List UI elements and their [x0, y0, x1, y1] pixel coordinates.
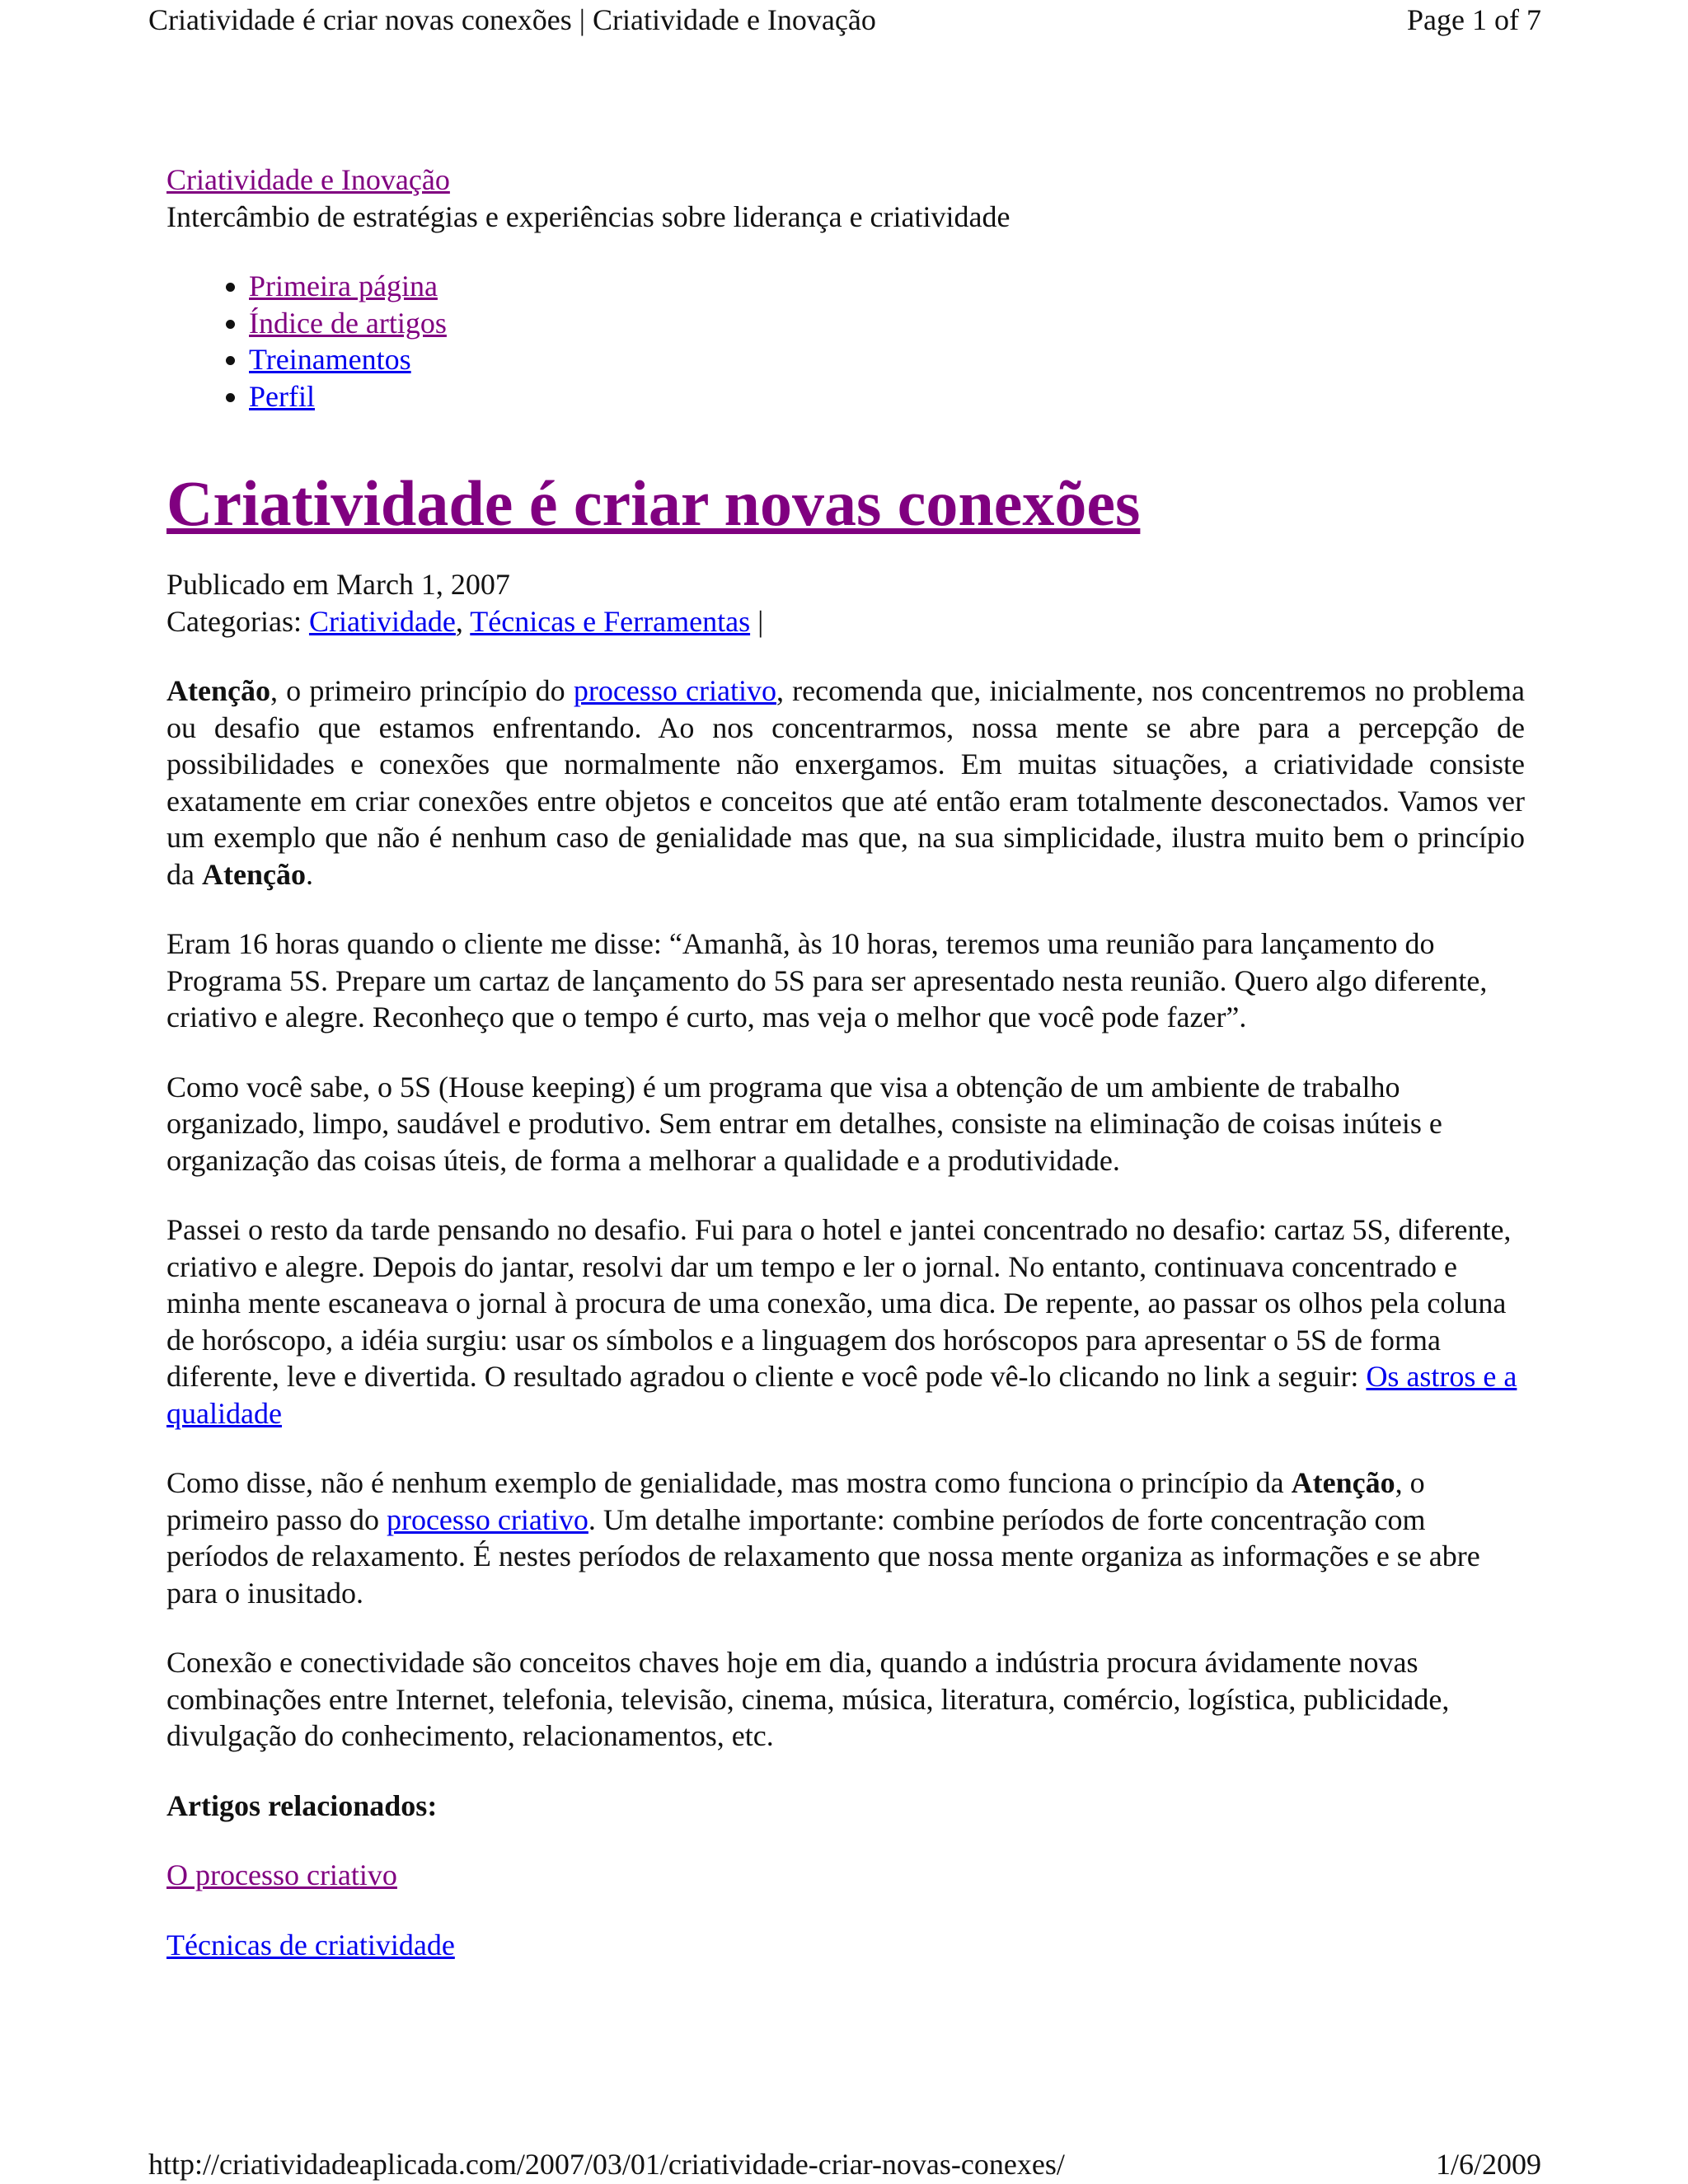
related-link-tecnicas-criatividade[interactable]: Técnicas de criatividade [166, 1928, 455, 1961]
print-footer-url: http://criatividadeaplicada.com/2007/03/01/criatividade-criar-novas-conexes/ [148, 2148, 1065, 2181]
paragraph-4-text: Passei o resto da tarde pensando no desafio. Fui para o hotel e jantei concentrado no desafio: cartaz 5S, diferente, criativo e alegre. Depois do jantar, resolvi dar um tempo e ler o jornal. No entanto, continuava concentrado e minha mente escaneava o jornal à procura de uma conexão, uma dica. De repente, ao passar os olhos pela coluna de horóscopo, a idéia surgiu: usar os símbolos e a linguagem dos horóscopos para apresentar o 5S de forma diferente, leve e divertida. O resultado agradou o cliente e você pode vê-lo clicando no link a seguir: [166, 1213, 1512, 1393]
nav-item-trainings [249, 341, 1525, 378]
print-header-page-number: Page 1 of 7 [1407, 3, 1541, 36]
paragraph-4 [166, 1212, 1525, 1432]
link-processo-criativo[interactable]: processo criativo [573, 674, 776, 707]
category-link-tecnicas[interactable]: Técnicas e Ferramentas [470, 604, 751, 638]
post-meta [166, 566, 1525, 640]
nav-link-profile[interactable]: Perfil [249, 379, 315, 413]
paragraph-5-text-b: , o primeiro passo do [166, 1466, 1425, 1536]
nav-link-trainings[interactable]: Treinamentos [249, 343, 411, 376]
paragraph-6: Conexão e conectividade são conceitos chaves hoje em dia, quando a indústria procura ávidamente novas combinações entre Internet, telefonia, televisão, cinema, música, literatura, comércio, logística, publicidade, divulgação do conhecimento, relacionamentos, etc. [166, 1646, 1450, 1752]
paragraph-5-text-a: Como disse, não é nenhum exemplo de genialidade, mas mostra como funciona o princípio da [166, 1466, 1292, 1499]
related-item-1 [166, 1857, 1525, 1894]
categories-end: | [750, 604, 764, 638]
post-date: Publicado em March 1, 2007 [166, 568, 510, 601]
bold-atencao: Atenção [166, 674, 270, 707]
related-heading [166, 1788, 1525, 1825]
paragraph-5 [166, 1465, 1525, 1611]
categories-separator: , [455, 604, 471, 638]
nav-item-home [249, 268, 1525, 305]
nav-link-article-index[interactable]: Índice de artigos [249, 306, 447, 340]
page-content [166, 162, 1525, 1963]
paragraph-1-text-c: . [305, 857, 313, 891]
paragraph-1-text-a: , o primeiro princípio do [270, 674, 574, 707]
nav-link-home[interactable]: Primeira página [249, 269, 438, 302]
bold-atencao-3: Atenção [1291, 1466, 1395, 1499]
post-title-link[interactable]: Criatividade é criar novas conexões [166, 467, 1141, 539]
paragraph-1-text-b: , recomenda que, inicialmente, nos concentremos no problema ou desafio que estamos enfrentando. Ao nos concentrarmos, nossa mente se abre para a percepção de possibilidades e conexões que normalmente não enxergamos. Em muitas situações, a criatividade consiste exatamente em criar conexões entre objetos e conceitos que até então eram totalmente desconectados. Vamos ver um exemplo que não é nenhum caso de genialidade mas que, na sua simplicidade, ilustra muito bem o princípio da [166, 674, 1525, 891]
bold-atencao-2: Atenção [201, 857, 306, 891]
paragraph-1 [166, 673, 1525, 893]
nav-item-index [249, 305, 1525, 342]
site-tagline: Intercâmbio de estratégias e experiências sobre liderança e criatividade [166, 199, 1010, 233]
related-item-2 [166, 1927, 1525, 1964]
print-footer [148, 2144, 1541, 2184]
main-nav [166, 268, 1525, 415]
link-os-astros-e-a-qualidade[interactable]: Os astros e a qualidade [166, 1360, 1517, 1430]
related-heading-text: Artigos relacionados: [166, 1788, 438, 1822]
nav-item-profile [249, 378, 1525, 415]
paragraph-3: Como você sabe, o 5S (House keeping) é um programa que visa a obtenção de um ambiente de trabalho organizado, limpo, saudável e produtivo. Sem entrar em detalhes, consiste na eliminação de coisas inúteis e organização das coisas úteis, de forma a melhorar a qualidade e a produtividade. [166, 1070, 1442, 1177]
print-footer-date: 1/6/2009 [1435, 2148, 1541, 2181]
print-header-title: Criatividade é criar novas conexões | Criatividade e Inovação [148, 3, 876, 36]
print-header [148, 0, 1541, 40]
paragraph-5-text-c: . Um detalhe importante: combine períodos de forte concentração com períodos de relaxamento. É nestes períodos de relaxamento que nossa mente organiza as informações e se abre para o inusitado. [166, 1502, 1480, 1610]
link-processo-criativo-2[interactable]: processo criativo [386, 1502, 588, 1536]
post-categories [166, 603, 1525, 640]
paragraph-2: Eram 16 horas quando o cliente me disse: “Amanhã, às 10 horas, teremos uma reunião para lançamento do Programa 5S. Prepare um cartaz de lançamento do 5S para ser apresentado nesta reunião. Quero algo diferente, criativo e alegre. Reconheço que o tempo é curto, mas veja o melhor que você pode fazer”. [166, 927, 1488, 1033]
categories-label: Categorias: [166, 604, 309, 638]
category-link-criatividade[interactable]: Criatividade [308, 604, 456, 638]
post-title [166, 464, 1525, 543]
site-title-link[interactable]: Criatividade e Inovação [166, 163, 450, 196]
related-link-processo-criativo[interactable]: O processo criativo [166, 1858, 397, 1891]
